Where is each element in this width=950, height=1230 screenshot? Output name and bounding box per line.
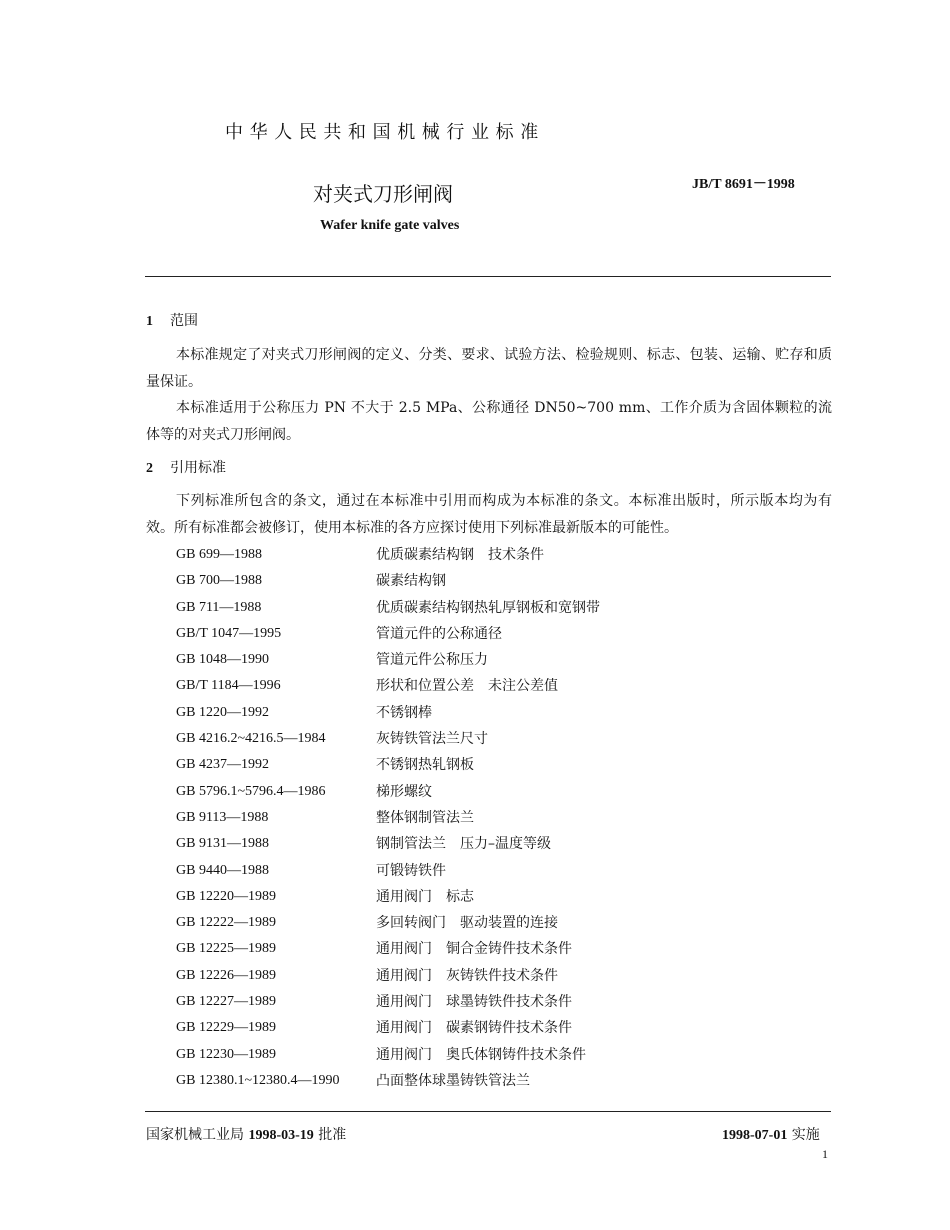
reference-item bbox=[176, 542, 816, 568]
approval-line bbox=[146, 1124, 346, 1144]
approval-label: 批准 bbox=[318, 1127, 347, 1143]
reference-code: GB 700—1988 bbox=[176, 573, 262, 589]
reference-item bbox=[176, 831, 816, 857]
reference-code: GB 9113—1988 bbox=[176, 809, 269, 825]
reference-code: GB 9131—1988 bbox=[176, 836, 269, 852]
reference-title: 钢制管法兰 压力–温度等级 bbox=[376, 836, 551, 853]
reference-item bbox=[176, 1015, 816, 1041]
effective-line bbox=[722, 1124, 820, 1144]
reference-title: 碳素结构钢 bbox=[376, 573, 446, 590]
scope-paragraph-2: 本标准适用于公称压力 PN 不大于 2.5 MPa、公称通径 DN50~700 mm、工作介质为含固体颗粒的流体等的对夹式刀形闸阀。 bbox=[146, 400, 832, 443]
reference-item bbox=[176, 700, 816, 726]
reference-code: GB 5796.1~5796.4—1986 bbox=[176, 783, 326, 799]
section-number: 1 bbox=[146, 314, 153, 329]
issuing-organization: 中华人民共和国机械行业标准 bbox=[225, 122, 545, 143]
page-number: 1 bbox=[822, 1147, 828, 1161]
reference-code: GB 12222—1989 bbox=[176, 915, 276, 931]
reference-title: 不锈钢热轧钢板 bbox=[376, 757, 474, 774]
approval-date: 1998-03-19 bbox=[248, 1128, 314, 1143]
reference-code: GB 12225—1989 bbox=[176, 941, 276, 957]
reference-item bbox=[176, 910, 816, 936]
reference-item bbox=[176, 989, 816, 1015]
reference-title: 凸面整体球墨铸铁管法兰 bbox=[376, 1072, 530, 1089]
reference-item bbox=[176, 568, 816, 594]
reference-item bbox=[176, 936, 816, 962]
effective-date: 1998-07-01 bbox=[722, 1128, 788, 1143]
effective-label: 实施 bbox=[791, 1127, 820, 1143]
reference-title: 通用阀门 奥氏体钢铸件技术条件 bbox=[376, 1046, 586, 1063]
reference-code: GB 12380.1~12380.4—1990 bbox=[176, 1072, 340, 1088]
section-heading-references bbox=[146, 457, 226, 477]
references-intro-paragraph: 下列标准所包含的条文，通过在本标准中引用而构成为本标准的条文。本标准出版时，所示版本均为有效。所有标准都会被修订，使用本标准的各方应探讨使用下列标准最新版本的可能性。 bbox=[146, 493, 832, 536]
reference-item bbox=[176, 779, 816, 805]
reference-title: 优质碳素结构钢 技术条件 bbox=[376, 547, 544, 563]
reference-code: GB 12229—1989 bbox=[176, 1020, 276, 1036]
reference-code: GB 4216.2~4216.5—1984 bbox=[176, 731, 326, 747]
document-title-en: Wafer knife gate valves bbox=[320, 218, 460, 233]
section-title: 范围 bbox=[170, 313, 198, 329]
section-title: 引用标准 bbox=[170, 460, 226, 476]
reference-title: 整体钢制管法兰 bbox=[376, 809, 474, 826]
scope-paragraph-1: 本标准规定了对夹式刀形闸阀的定义、分类、要求、试验方法、检验规则、标志、包装、运输、贮存和质量保证。 bbox=[146, 347, 832, 390]
reference-code: GB 12226—1989 bbox=[176, 967, 276, 983]
reference-title: 通用阀门 标志 bbox=[376, 888, 474, 905]
reference-item bbox=[176, 595, 816, 621]
reference-item bbox=[176, 805, 816, 831]
reference-item bbox=[176, 1042, 816, 1068]
reference-title: 多回转阀门 驱动装置的连接 bbox=[376, 915, 558, 932]
reference-title: 通用阀门 铜合金铸件技术条件 bbox=[376, 941, 572, 958]
reference-code: GB 4237—1992 bbox=[176, 757, 269, 773]
standard-code: JB/T 8691－1998 bbox=[692, 177, 795, 192]
reference-code: GB 699—1988 bbox=[176, 547, 262, 562]
reference-title: 灰铸铁管法兰尺寸 bbox=[376, 731, 488, 748]
reference-title: 可锻铸铁件 bbox=[376, 862, 446, 879]
section-number: 2 bbox=[146, 461, 153, 476]
reference-code: GB 12227—1989 bbox=[176, 994, 276, 1010]
reference-list bbox=[176, 542, 816, 1094]
reference-code: GB 1048—1990 bbox=[176, 652, 269, 668]
reference-code: GB/T 1184—1996 bbox=[176, 678, 281, 694]
reference-item bbox=[176, 647, 816, 673]
reference-item bbox=[176, 673, 816, 699]
reference-code: GB 12220—1989 bbox=[176, 888, 276, 904]
reference-code: GB 711—1988 bbox=[176, 599, 262, 615]
issuer: 国家机械工业局 bbox=[146, 1127, 244, 1143]
header-divider bbox=[145, 276, 831, 277]
reference-title: 通用阀门 灰铸铁件技术条件 bbox=[376, 967, 558, 984]
reference-code: GB 9440—1988 bbox=[176, 862, 269, 878]
reference-code: GB 12230—1989 bbox=[176, 1046, 276, 1062]
reference-title: 通用阀门 球墨铸铁件技术条件 bbox=[376, 994, 572, 1011]
reference-item bbox=[176, 858, 816, 884]
reference-item bbox=[176, 752, 816, 778]
reference-code: GB/T 1047—1995 bbox=[176, 625, 282, 641]
reference-title: 管道元件的公称通径 bbox=[376, 625, 502, 642]
reference-item bbox=[176, 1068, 816, 1094]
reference-title: 形状和位置公差 未注公差值 bbox=[376, 678, 558, 695]
section-heading-scope bbox=[146, 310, 198, 330]
footer-divider bbox=[145, 1111, 831, 1112]
reference-title: 管道元件公称压力 bbox=[376, 652, 488, 669]
reference-item bbox=[176, 621, 816, 647]
reference-title: 不锈钢棒 bbox=[376, 704, 432, 721]
reference-item bbox=[176, 963, 816, 989]
reference-title: 优质碳素结构钢热轧厚钢板和宽钢带 bbox=[376, 599, 600, 616]
reference-code: GB 1220—1992 bbox=[176, 704, 269, 720]
reference-item bbox=[176, 726, 816, 752]
reference-title: 梯形螺纹 bbox=[376, 783, 432, 800]
reference-item bbox=[176, 884, 816, 910]
document-title-cn: 对夹式刀形闸阀 bbox=[313, 182, 453, 206]
reference-title: 通用阀门 碳素钢铸件技术条件 bbox=[376, 1020, 572, 1037]
